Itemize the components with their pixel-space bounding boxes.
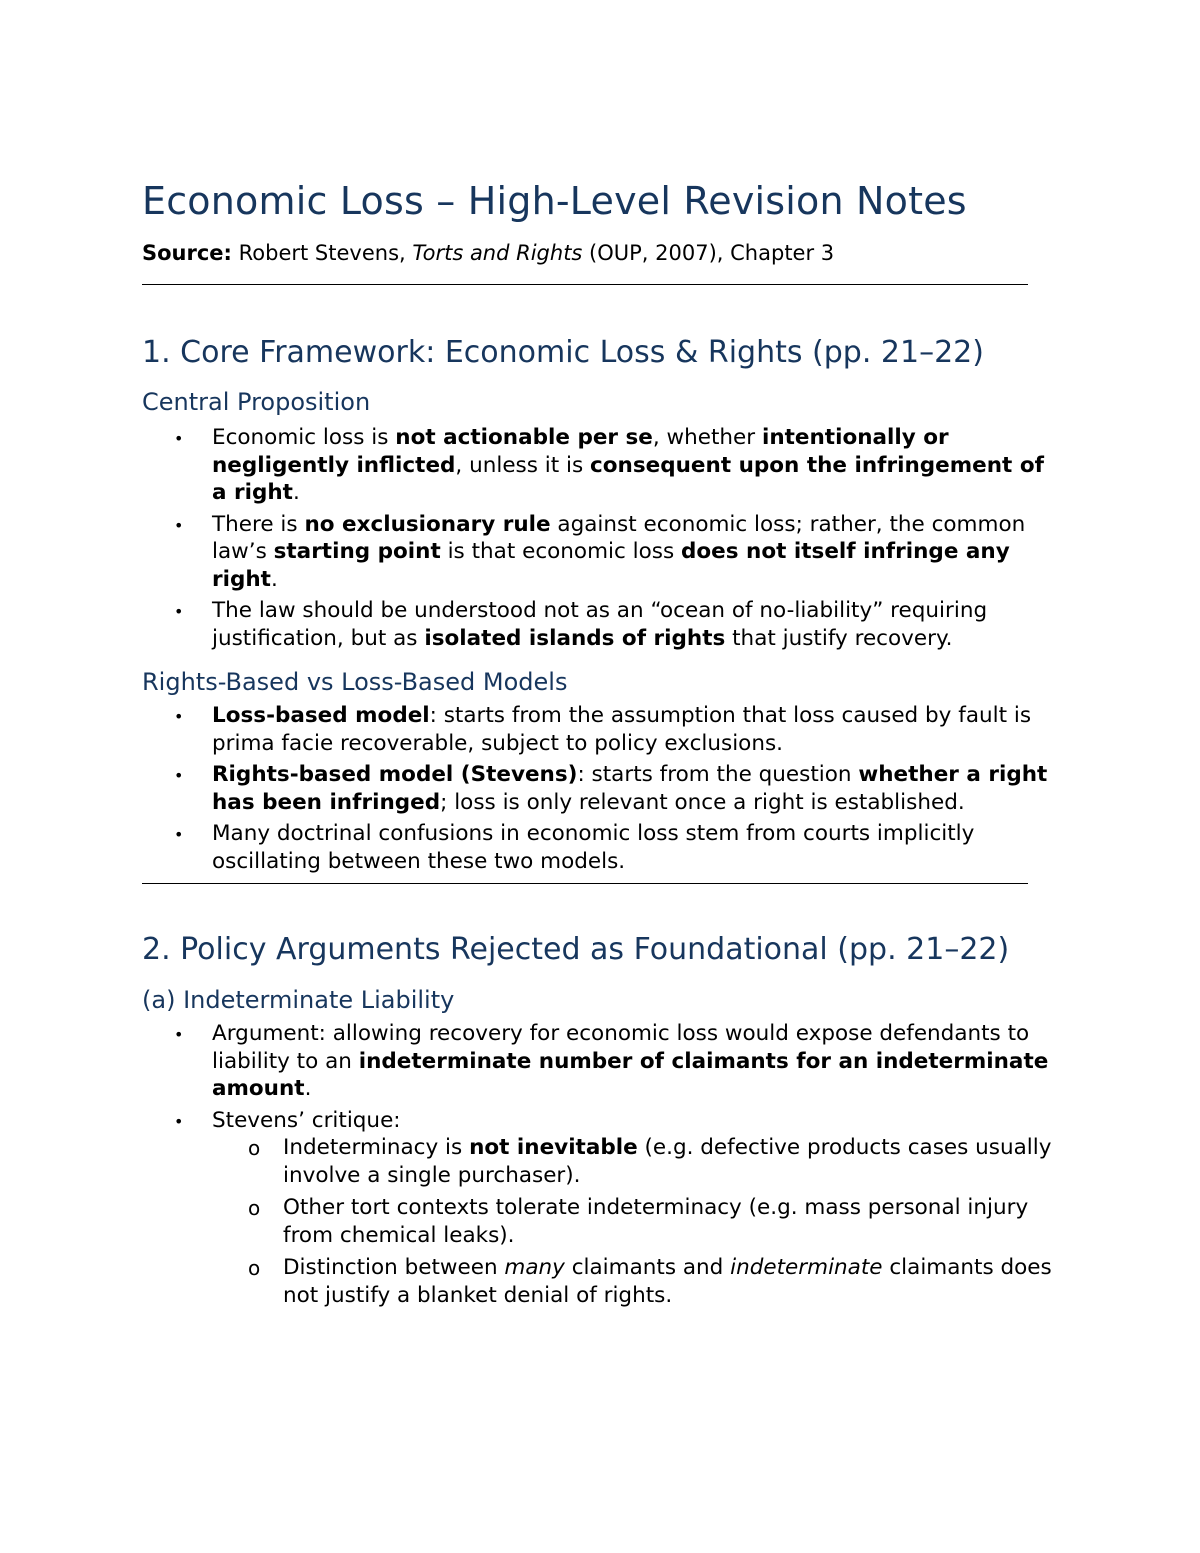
- text: .: [270, 566, 278, 592]
- text: : starts from the question: [577, 762, 859, 787]
- text: Many doctrinal confusions in economic loss stem from courts implicitly oscillating between these two models.: [212, 821, 975, 874]
- bullet-icon: •: [174, 825, 184, 844]
- bold-text: isolated islands of rights: [424, 625, 726, 651]
- text: against economic loss; rather, the common law’s: [212, 511, 1026, 564]
- source-label: Source:: [142, 241, 232, 265]
- source-line: [142, 239, 1062, 267]
- section-heading: 2. Policy Arguments Rejected as Foundational (pp. 21–22): [142, 932, 1010, 967]
- list-item: [142, 761, 1062, 816]
- source-book: Torts and Rights: [412, 241, 583, 265]
- list-item: [142, 1107, 1062, 1311]
- text: : starts from the assumption that loss caused by fault is prima facie recoverable, subject to policy exclusions.: [212, 703, 1032, 756]
- sub-list-item: [142, 1254, 1062, 1310]
- bold-text: starting point: [273, 539, 441, 564]
- text: .: [292, 480, 300, 505]
- list-item: [142, 1020, 1062, 1103]
- page-title: Economic Loss – High-Level Revision Notes: [142, 179, 967, 223]
- text: .: [304, 1076, 312, 1101]
- text: , unless it is: [455, 452, 591, 478]
- text: that justify recovery.: [725, 625, 953, 651]
- text: , whether: [652, 425, 762, 450]
- bullet-list: [142, 1020, 1062, 1310]
- sub-list-item: [142, 1194, 1062, 1250]
- bold-text: not inevitable: [469, 1135, 638, 1160]
- source-rest: (OUP, 2007), Chapter 3: [582, 241, 835, 265]
- list-item: [142, 511, 1062, 594]
- bold-text: consequent upon the infringement of a right: [212, 452, 1044, 505]
- document-page: [142, 176, 1062, 1314]
- text: ; loss is only relevant once a right is established.: [440, 789, 965, 815]
- list-item: [142, 597, 1062, 652]
- text: Stevens’ critique:: [212, 1107, 401, 1133]
- bullet-icon: •: [174, 1025, 184, 1044]
- text: The law should be understood not as an “ocean of no-liability” requiring justification, but as: [212, 598, 988, 651]
- text: Argument: allowing recovery for economic loss would expose defendants to liability to an: [212, 1021, 1030, 1074]
- sub-bullet-icon: o: [248, 1196, 261, 1220]
- text: is that economic loss: [440, 539, 682, 564]
- bold-text: does not itself infringe any right: [212, 539, 1010, 592]
- text: Indeterminacy is: [283, 1135, 470, 1160]
- bold-text: indeterminate number of claimants for an indeterminate amount: [212, 1048, 1049, 1101]
- bold-text: no exclusionary rule: [304, 511, 551, 537]
- bullet-icon: •: [174, 707, 184, 726]
- sub-list-item: [142, 1134, 1062, 1190]
- text: There is: [212, 511, 305, 537]
- bold-text: whether a right has been infringed: [212, 762, 1048, 815]
- text: (e.g. defective products cases usually involve a single purchaser).: [283, 1135, 1052, 1188]
- divider: [142, 284, 1028, 285]
- list-item: [142, 820, 1062, 875]
- text: Distinction between: [283, 1255, 505, 1280]
- italic-text: many: [504, 1255, 565, 1280]
- bold-text: Rights-based model (Stevens): [212, 762, 578, 787]
- bold-text: intentionally or negligently inflicted: [212, 425, 949, 478]
- bold-text: Loss-based model: [212, 703, 430, 728]
- subsection-heading: Rights-Based vs Loss-Based Models: [142, 668, 568, 696]
- text: Economic loss is: [212, 425, 396, 450]
- text: Other tort contexts tolerate indeterminacy (e.g. mass personal injury from chemical leaks).: [283, 1195, 1029, 1248]
- list-item: [142, 424, 1062, 507]
- bullet-list: [142, 424, 1062, 652]
- source-author: Robert Stevens,: [238, 241, 413, 265]
- section-heading: 1. Core Framework: Economic Loss & Rights (pp. 21–22): [142, 335, 984, 370]
- bullet-icon: •: [174, 766, 184, 785]
- subsection-heading: (a) Indeterminate Liability: [142, 986, 455, 1014]
- list-item: [142, 702, 1062, 757]
- italic-text: indeterminate: [730, 1255, 883, 1280]
- text: claimants and: [564, 1255, 731, 1280]
- sub-bullet-icon: o: [248, 1136, 261, 1160]
- bullet-icon: •: [174, 1111, 184, 1131]
- divider: [142, 883, 1028, 884]
- bullet-icon: •: [174, 429, 184, 448]
- bullet-icon: •: [174, 602, 184, 621]
- text: claimants does not justify a blanket denial of rights.: [283, 1255, 1052, 1308]
- sub-bullet-list: [212, 1134, 1062, 1310]
- bullet-icon: •: [174, 515, 184, 535]
- subsection-heading: Central Proposition: [142, 388, 371, 416]
- bold-text: not actionable per se: [395, 425, 653, 450]
- sub-bullet-icon: o: [248, 1256, 261, 1280]
- bullet-list: [142, 702, 1062, 875]
